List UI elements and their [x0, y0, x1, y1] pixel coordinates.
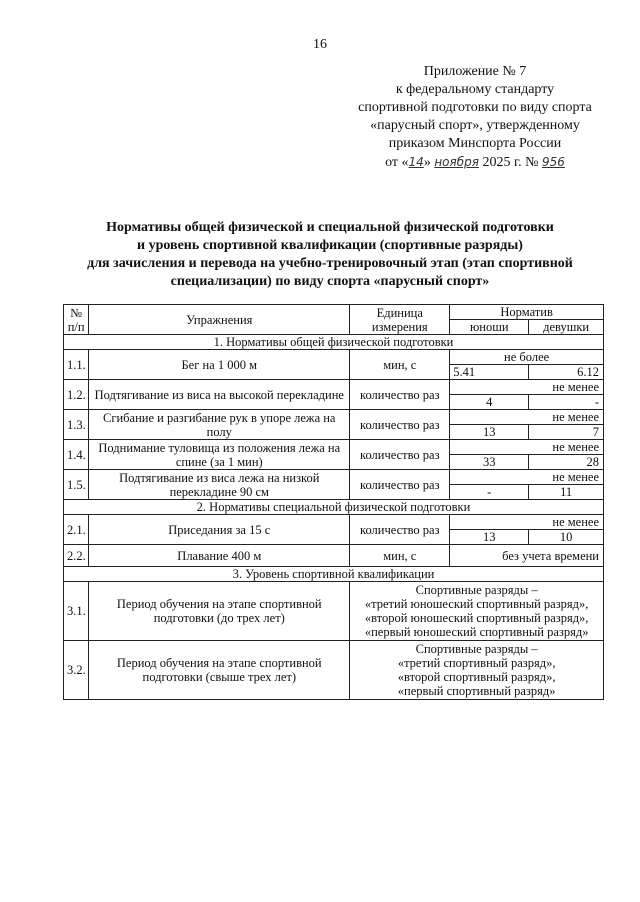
section-row: 1. Нормативы общей физической подготовки	[64, 335, 604, 350]
appendix-header	[330, 63, 620, 172]
appendix-line: приказом Минспорта России	[388, 136, 562, 151]
section-row: 2. Нормативы специальной физической подготовки	[64, 500, 604, 515]
table-row: - 11	[64, 485, 604, 500]
table-row: 33 28	[64, 455, 604, 470]
header-norm: Норматив	[450, 305, 604, 320]
table-row: 3.1. Период обучения на этапе спортивной подготовки (до трех лет) Спортивные разряды – «третий юношеский спортивный разряд», «второй юношеский спортивный разряд», «первый юношеский спортивный разряд»	[64, 582, 604, 641]
document-title: Нормативы общей физической и специальной физической подготовки и уровень спортивной квалификации (спортивные разряды) для зачисления и перевода на учебно-тренировочный этап (этап спортивной специализации) по виду спорта «парусный спорт»	[87, 220, 573, 289]
handwritten-number: 956	[542, 155, 565, 169]
table-row: 2.2. Плавание 400 м мин, с без учета времени	[64, 545, 604, 567]
handwritten-month: ноября	[434, 155, 479, 169]
norms-table	[63, 304, 604, 700]
table-row: 4 -	[64, 395, 604, 410]
header-unit: Единица измерения	[350, 305, 450, 335]
header-exercise: Упражнения	[89, 305, 350, 335]
qualification-ranks: Спортивные разряды – «третий юношеский спортивный разряд», «второй юношеский спортивный разряд», «первый юношеский спортивный разряд»	[350, 582, 604, 641]
header-boys: юноши	[450, 320, 529, 335]
section-row: 3. Уровень спортивной квалификации	[64, 567, 604, 582]
table-header-row	[64, 305, 604, 320]
appendix-line: «парусный спорт», утвержденному	[370, 118, 580, 133]
table-row: 5.41 6.12	[64, 365, 604, 380]
qualification-ranks: Спортивные разряды – «третий спортивный разряд», «второй спортивный разряд», «первый спортивный разряд»	[350, 641, 604, 700]
header-girls: девушки	[529, 320, 604, 335]
appendix-line: Приложение № 7	[423, 64, 527, 79]
table-row: 1.5. Подтягивание из виса лежа на низкой перекладине 90 см количество раз не менее	[64, 470, 604, 485]
table-row: 13 10	[64, 530, 604, 545]
appendix-line: к федеральному стандарту	[395, 82, 555, 97]
handwritten-day: 14	[408, 155, 424, 169]
table-row: 1.3. Сгибание и разгибание рук в упоре лежа на полу количество раз не менее	[64, 410, 604, 425]
header-num: № п/п	[64, 305, 89, 335]
table-row: 13 7	[64, 425, 604, 440]
table-row: 1.1. Бег на 1 000 м мин, с не более	[64, 350, 604, 365]
table-row: 1.4. Поднимание туловища из положения лежа на спине (за 1 мин) количество раз не менее	[64, 440, 604, 455]
table-row: 1.2. Подтягивание из виса на высокой перекладине количество раз не менее	[64, 380, 604, 395]
appendix-date: от «14» ноября 2025 г. № 956	[385, 155, 565, 170]
table-row: 3.2. Период обучения на этапе спортивной подготовки (свыше трех лет) Спортивные разряды – «третий спортивный разряд», «второй спортивный разряд», «первый спортивный разряд»	[64, 641, 604, 700]
table-row: 2.1. Приседания за 15 с количество раз не менее	[64, 515, 604, 530]
page-number: 16	[313, 37, 327, 52]
appendix-line: спортивной подготовки по виду спорта	[358, 100, 592, 115]
